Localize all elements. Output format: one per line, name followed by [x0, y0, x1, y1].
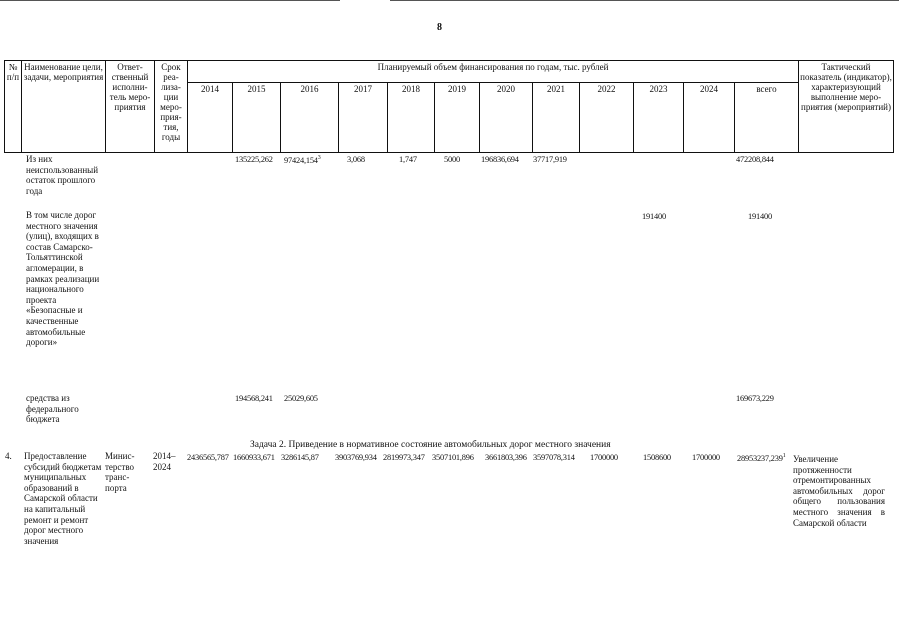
year-header: 2021 — [533, 83, 580, 153]
row4-2023: 1508600 — [643, 453, 671, 462]
row-federal-total: 169673,229 — [736, 394, 774, 403]
row-federal-2015: 194568,241 — [235, 394, 273, 403]
row4-2021: 3597078,314 — [533, 453, 575, 462]
row4-term: 2014–2024 — [153, 451, 176, 472]
year-header: 2015 — [233, 83, 281, 153]
year-header: 2022 — [580, 83, 634, 153]
row-unused-2018: 1,747 — [399, 155, 417, 164]
year-header: 2023 — [634, 83, 684, 153]
year-header: всего — [735, 83, 799, 153]
row-federal-2016: 25029,605 — [284, 394, 318, 403]
year-header: 2017 — [339, 83, 388, 153]
row4-2016: 3286145,87 — [281, 453, 319, 462]
year-header: 2016 — [281, 83, 339, 153]
year-header: 2019 — [435, 83, 480, 153]
row-agglomeration-2023: 191400 — [642, 212, 666, 221]
row4-2019: 3507101,896 — [432, 453, 474, 462]
row4-2018: 2819973,347 — [383, 453, 425, 462]
header-name: Наименование цели, задачи, мероприятия — [22, 61, 106, 153]
row4-2017: 3903769,934 — [335, 453, 377, 462]
row4-2015: 1660933,671 — [233, 453, 275, 462]
row-unused-name: Из них неиспользованный остаток прошлого года — [26, 154, 99, 196]
row4-2020: 3661803,396 — [485, 453, 527, 462]
top-rule-right — [390, 0, 899, 1]
row4-total: 28953237,239$^1$ — [737, 453, 786, 463]
year-header: 2024 — [684, 83, 735, 153]
header-plan: Планируемый объем финансирования по годам, тыс. рублей — [188, 61, 799, 83]
top-rule-left — [0, 0, 340, 1]
header-num: № п/п — [5, 61, 22, 153]
header-term: Срок реа-лиза-ции меро-прия-тия, годы — [155, 61, 188, 153]
row4-2014: 2436565,787 — [187, 453, 229, 462]
row-unused-2017: 3,068 — [347, 155, 365, 164]
row-unused-total: 472208,844 — [736, 155, 774, 164]
row-unused-2015: 135225,262 — [235, 155, 273, 164]
year-header: 2018 — [388, 83, 435, 153]
year-header: 2014 — [188, 83, 233, 153]
row4-2022: 1700000 — [590, 453, 618, 462]
header-table — [4, 60, 894, 153]
row-unused-2020: 196836,694 — [481, 155, 519, 164]
page-number: 8 — [437, 22, 442, 33]
row-agglomeration-total: 191400 — [748, 212, 772, 221]
row-federal-name: средства из федерального бюджета — [26, 393, 79, 425]
row4-responsible: Минис-терство транс-порта — [105, 451, 135, 493]
row4-name: Предоставление субсидий бюджетам муниципальных образований в Самарской области на капитальный ремонт и ремонт дорог местного значения — [24, 451, 102, 546]
header-responsible: Ответ-ственный исполни-тель меро-приятия — [106, 61, 155, 153]
header-indicator: Тактический показатель (индикатор), характеризующий выполнение меро-приятия (мероприятий) — [799, 61, 894, 153]
row-agglomeration-name: В том числе дорог местного значения (улиц), входящих в состав Самарско-Тольяттинской агломерации, в рамках реализации национального проекта «Безопасные и качественные автомобильные дороги» — [26, 210, 100, 348]
row4-number: 4. — [5, 451, 12, 461]
year-header: 2020 — [480, 83, 533, 153]
row4-2024: 1700000 — [692, 453, 720, 462]
row4-indicator: Увеличение протяженности отремонтированных автомобильных дорог общего пользования местного значения в Самарской области — [793, 454, 885, 528]
row-unused-2016: 97424,154$^3$ — [284, 155, 321, 165]
task-2-heading: Задача 2. Приведение в нормативное состояние автомобильных дорог местного значения — [250, 440, 611, 450]
row-unused-2021: 37717,919 — [533, 155, 567, 164]
row-unused-2019: 5000 — [444, 155, 460, 164]
